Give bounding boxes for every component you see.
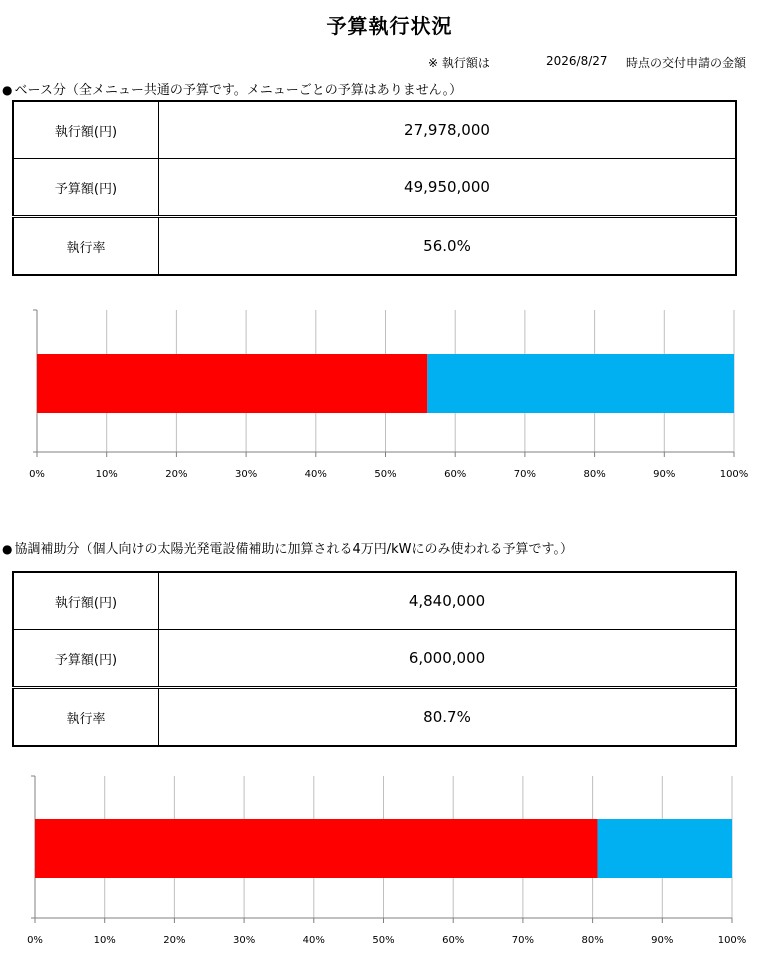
tick-label: 30% — [234, 469, 258, 480]
row-label: 執行率 — [13, 688, 159, 747]
execution-chart-coop — [0, 766, 779, 956]
executed-amount-value: 4,840,000 — [159, 572, 737, 630]
tick-label: 50% — [374, 469, 397, 480]
executed-amount-value: 27,978,000 — [159, 101, 737, 159]
section-heading-coop — [2, 538, 573, 557]
tick-label: 30% — [232, 935, 256, 946]
row-label: 予算額(円) — [13, 630, 159, 688]
tick-label: 80% — [581, 935, 604, 946]
tick-label: 60% — [444, 469, 467, 480]
tick-label: 20% — [163, 935, 186, 946]
note-date: 2026/8/27 — [546, 54, 608, 68]
table-row — [13, 217, 736, 276]
tick-label: 70% — [513, 469, 537, 480]
row-label: 執行額(円) — [13, 101, 159, 159]
chart-svg — [0, 766, 779, 956]
tick-label: 20% — [165, 469, 188, 480]
tick-label: 80% — [583, 469, 606, 480]
tick-label: 90% — [653, 469, 676, 480]
tick-label: 0% — [27, 935, 43, 946]
execution-rate-value: 56.0% — [159, 217, 737, 276]
table-row — [13, 159, 736, 217]
note-prefix: ※ 執行額は — [428, 56, 490, 70]
table-row — [13, 688, 736, 747]
tick-label: 90% — [651, 935, 674, 946]
chart-svg — [0, 300, 779, 490]
bar-executed — [35, 819, 597, 878]
row-label: 執行率 — [13, 217, 159, 276]
tick-label: 70% — [511, 935, 535, 946]
budget-amount-value: 6,000,000 — [159, 630, 737, 688]
bar-executed — [37, 354, 427, 413]
row-label: 予算額(円) — [13, 159, 159, 217]
page-title: 予算執行状況 — [326, 14, 453, 38]
tick-label: 60% — [442, 935, 465, 946]
table-row — [13, 572, 736, 630]
budget-table-coop — [12, 571, 737, 747]
tick-label: 50% — [372, 935, 395, 946]
section-heading-base — [2, 79, 462, 98]
section-heading-text: 協調補助分（個人向けの太陽光発電設備補助に加算される4万円/kWにのみ使われる予算です。） — [14, 542, 573, 557]
bar-remaining — [427, 354, 734, 413]
date-note — [428, 54, 747, 71]
tick-label: 40% — [304, 469, 327, 480]
table-row — [13, 630, 736, 688]
note-suffix: 時点の交付申請の金額 — [626, 56, 747, 70]
execution-chart-base — [0, 300, 779, 490]
budget-table-base — [12, 100, 737, 276]
tick-label: 40% — [302, 935, 325, 946]
tick-label: 100% — [719, 469, 749, 480]
tick-label: 100% — [717, 935, 747, 946]
budget-amount-value: 49,950,000 — [159, 159, 737, 217]
tick-label: 10% — [95, 469, 118, 480]
execution-rate-value: 80.7% — [159, 688, 737, 747]
bullet-icon: ● — [2, 542, 13, 556]
row-label: 執行額(円) — [13, 572, 159, 630]
tick-label: 0% — [29, 469, 45, 480]
bar-remaining — [597, 819, 732, 878]
bullet-icon: ● — [2, 83, 13, 97]
tick-label: 10% — [93, 935, 116, 946]
table-row — [13, 101, 736, 159]
section-heading-text: ベース分（全メニュー共通の予算です。メニューごとの予算はありません。） — [14, 83, 463, 98]
